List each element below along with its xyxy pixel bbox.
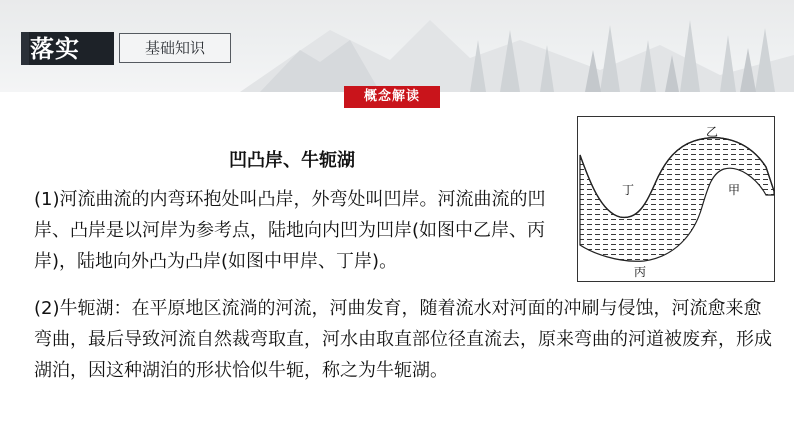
meander-river-drawing	[578, 117, 776, 283]
label-ding: 丁	[622, 183, 635, 197]
label-bing: 丙	[634, 265, 647, 279]
label-yi: 乙	[706, 125, 719, 139]
meander-diagram	[577, 116, 775, 282]
content-heading: 凹凸岸、牛轭湖	[229, 150, 355, 171]
river-channel	[580, 138, 774, 262]
paragraph-oxbow-lake: (2)牛轭湖：在平原地区流淌的河流，河曲发育，随着流水对河面的冲刷与侵蚀，河流愈来愈弯曲，最后导致河流自然裁弯取直，河水由取直部位径直流去，原来弯曲的河道被废弃，形成湖泊，因这种湖泊的形状恰似牛轭，称之为牛轭湖。	[34, 298, 772, 381]
section-title: 落实	[30, 35, 80, 63]
section-tag-accent	[21, 32, 29, 65]
paragraph-concave-convex: (1)河流曲流的内弯环抱处叫凸岸，外弯处叫凹岸。河流曲流的凹岸、凸岸是以河岸为参考点，陆地向内凹为凹岸(如图中乙岸、丙岸)，陆地向外凸为凸岸(如图中甲岸、丁岸)。	[34, 189, 546, 272]
concept-badge: 概念解读	[344, 86, 440, 108]
header-banner	[0, 0, 794, 92]
section-subtitle: 基础知识	[144, 39, 205, 57]
label-jia: 甲	[728, 183, 741, 197]
